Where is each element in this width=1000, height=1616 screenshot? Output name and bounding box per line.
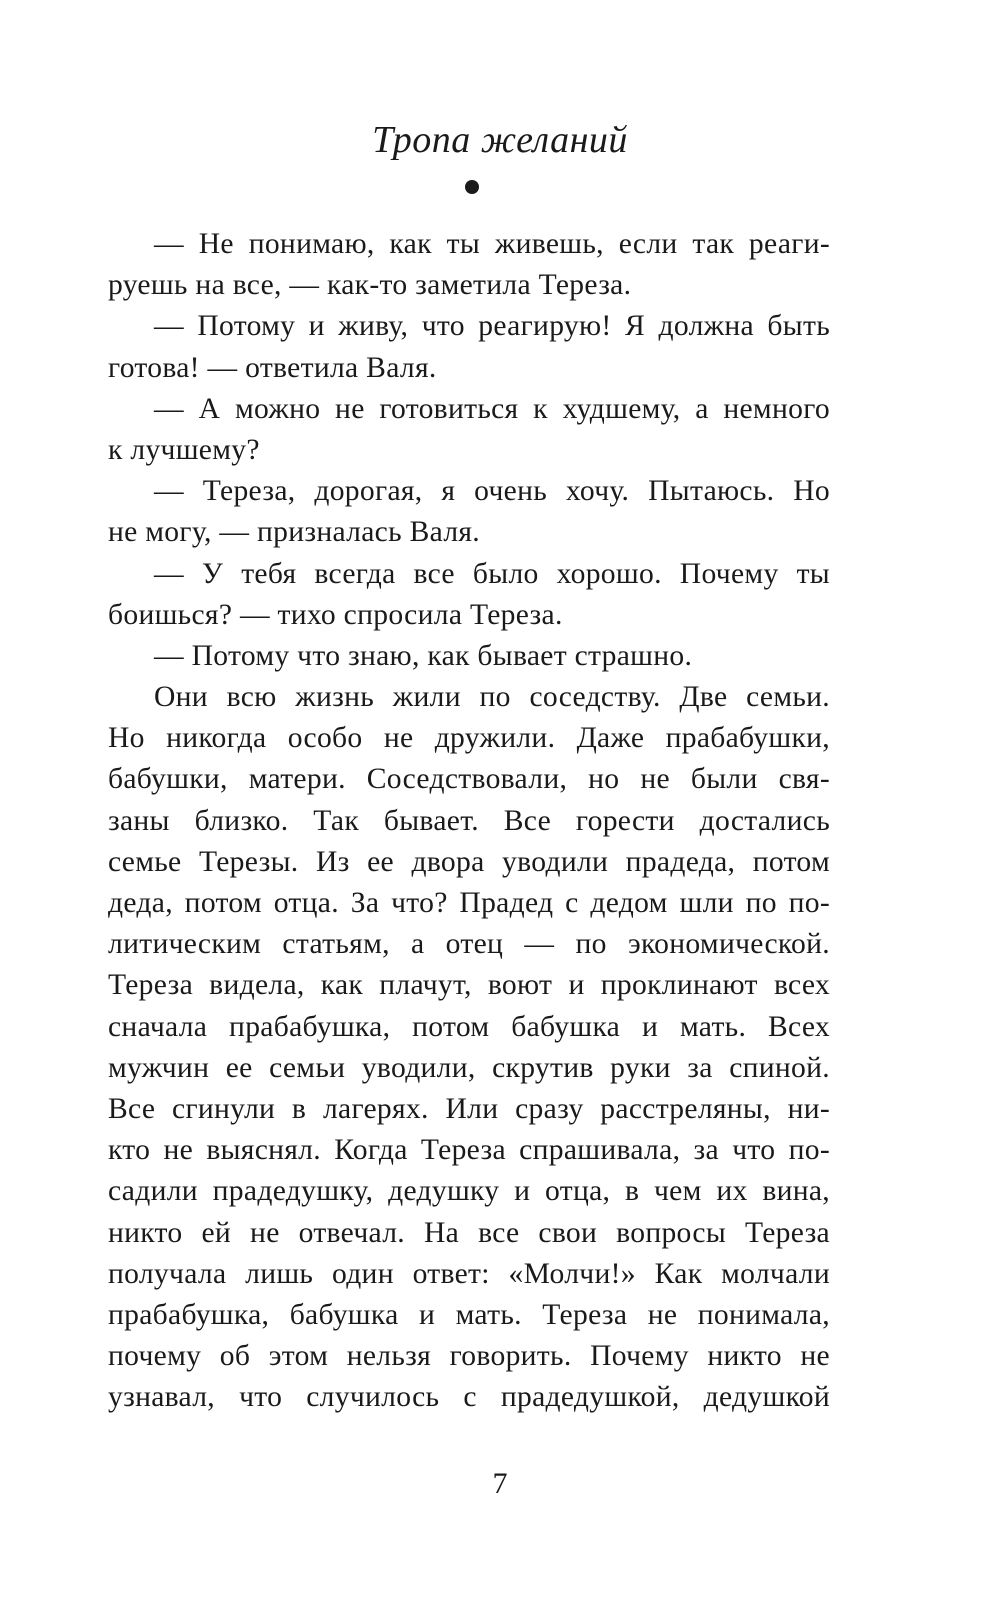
text-line: — Потому что знаю, как бывает страшно. [154, 639, 693, 672]
text-line: руешь на все, — как-то заметила Тереза. [108, 269, 632, 302]
text-line: литическим статьям, а отец — по экономической. [108, 928, 830, 961]
text-line: — Потому и живу, что реагирую! Я должна быть [154, 310, 830, 343]
text-line: готова! — ответила Валя. [108, 351, 437, 384]
page-number: 7 [492, 1467, 508, 1500]
text-line: к лучшему? [108, 433, 260, 466]
text-line: Все сгинули в лагерях. Или сразу расстреляны, ни- [108, 1092, 830, 1125]
text-line: узнавал, что случилось с прадедушкой, дедушкой [108, 1381, 830, 1414]
body-text [108, 224, 830, 1418]
text-line: Тереза видела, как плачут, воют и проклинают всех [108, 969, 830, 1002]
text-line: получала лишь один ответ: «Молчи!» Как молчали [108, 1257, 830, 1290]
text-line: садили прадедушку, дедушку и отца, в чем их вина, [108, 1175, 830, 1208]
text-line: не могу, — призналась Валя. [108, 516, 480, 549]
text-line: Но никогда особо не дружили. Даже прабабушки, [108, 722, 830, 755]
text-line: деда, потом отца. За что? Прадед с дедом шли по по- [108, 887, 830, 919]
text-line: — А можно не готовиться к худшему, а немного [154, 392, 830, 425]
text-line: семье Терезы. Из ее двора уводили прадеда, потом [108, 845, 830, 878]
text-line: — Не понимаю, как ты живешь, если так реаги- [154, 228, 830, 260]
text-line: — У тебя всегда все было хорошо. Почему ты [154, 557, 830, 590]
text-line: Они всю жизнь жили по соседству. Две семьи. [154, 681, 830, 714]
text-line: прабабушка, бабушка и мать. Тереза не понимала, [108, 1298, 830, 1331]
ornament-dot-icon [465, 180, 479, 194]
text-line: кто не выяснял. Когда Тереза спрашивала, за что по- [108, 1134, 830, 1167]
text-line: никто ей не отвечал. На все свои вопросы Тереза [108, 1216, 830, 1249]
text-line: боишься? — тихо спросила Тереза. [108, 598, 563, 631]
text-line: бабушки, матери. Соседствовали, но не были свя- [108, 763, 830, 796]
text-line: сначала прабабушка, потом бабушка и мать. Всех [108, 1010, 830, 1043]
text-line: — Тереза, дорогая, я очень хочу. Пытаюсь. Но [154, 475, 830, 508]
text-line: заны близко. Так бывает. Все горести достались [108, 804, 830, 837]
text-line: почему об этом нельзя говорить. Почему никто не [108, 1340, 830, 1373]
running-head: Тропа желаний [372, 119, 628, 161]
text-line: мужчин ее семьи уводили, скрутив руки за спиной. [108, 1051, 830, 1084]
